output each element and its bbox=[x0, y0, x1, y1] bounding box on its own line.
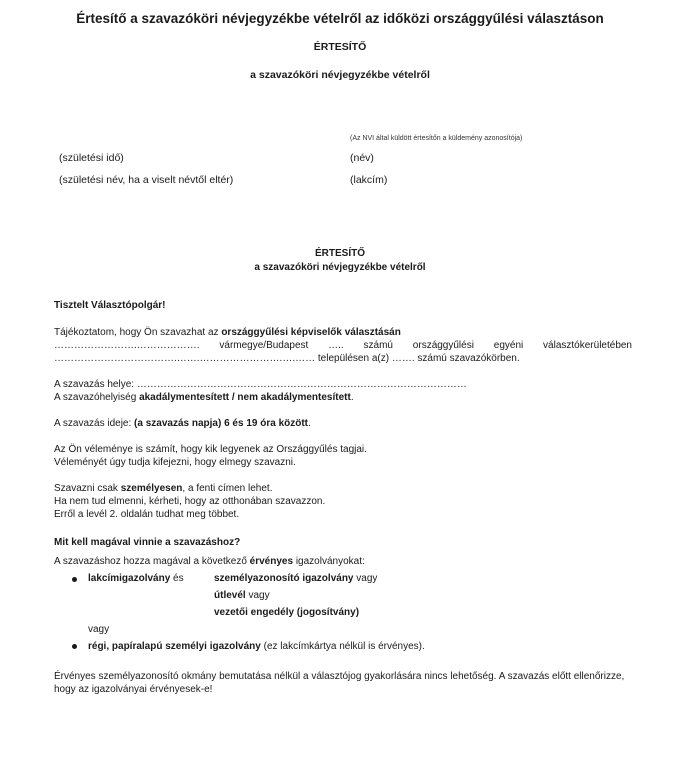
heading-ertesito-2: ÉRTESÍTŐ bbox=[314, 248, 365, 259]
bullet-2-text: régi, papíralapú személyi igazolvány (ez lakcímkártya nélkül is érvényes). bbox=[88, 641, 425, 652]
birth-name-field: (születési név, ha a viselt névtől eltér) bbox=[59, 174, 234, 186]
accessibility-line: A szavazóhelyiség akadálymentesített / nem akadálymentesített. bbox=[54, 392, 354, 403]
or-text: vagy bbox=[88, 624, 110, 635]
personal-line-3: Erről a levél 2. oldalán tudhat meg többet. bbox=[54, 509, 240, 520]
info-line-2: …………………….………………. vármegye/Budapest ….. számú országgyűlési egyéni választókerületében bbox=[54, 340, 632, 351]
personal-line-1: Szavazni csak személyesen, a fenti címen lehet. bbox=[54, 483, 273, 494]
closing-line-2: hogy az igazolványai érvényesek-e! bbox=[54, 684, 213, 695]
bullet-1-text: lakcímigazolvány és bbox=[88, 573, 184, 584]
closing-line-1: Érvényes személyazonosító okmány bemutatása nélkül a választójog gyakorlására nincs lehetőség. A szavazás előtt ellenőrizze, bbox=[54, 671, 625, 682]
doc-passport: útlevél vagy bbox=[214, 590, 270, 601]
personal-line-2: Ha nem tud elmenni, kérheti, hogy az otthonában szavazzon. bbox=[54, 496, 326, 507]
name-field: (név) bbox=[350, 152, 374, 164]
bring-intro: A szavazáshoz hozza magával a következő érvényes igazolványokat: bbox=[54, 556, 365, 567]
bring-heading: Mit kell magával vinnie a szavazáshoz? bbox=[54, 537, 241, 548]
greeting: Tisztelt Választópolgár! bbox=[54, 300, 166, 311]
info-line-3: ……………………………….…….…………………….….…… településen a(z) ……. számú szavazókörben. bbox=[54, 353, 520, 364]
time-line: A szavazás ideje: (a szavazás napja) 6 és 19 óra között. bbox=[54, 418, 311, 429]
heading-ertesito-1: ÉRTESÍTŐ bbox=[313, 41, 367, 53]
doc-id-card: személyazonosító igazolvány vagy bbox=[214, 573, 378, 584]
main-title: Értesítő a szavazóköri névjegyzékbe vételről az időközi országgyűlési választáson bbox=[76, 11, 604, 26]
opinion-line-2: Véleményét úgy tudja kifejezni, hogy elmegy szavazni. bbox=[54, 457, 296, 468]
address-field: (lakcím) bbox=[350, 174, 388, 186]
bullet-icon bbox=[72, 577, 77, 582]
subheading-1: a szavazóköri névjegyzékbe vételről bbox=[250, 69, 430, 81]
birth-date-field: (születési idő) bbox=[59, 152, 124, 164]
opinion-line-1: Az Ön véleménye is számít, hogy kik legyenek az Országgyűlés tagjai. bbox=[54, 444, 367, 455]
nvi-note: (Az NVI által küldött értesítőn a küldemény azonosítója) bbox=[350, 135, 523, 142]
info-line-1: Tájékoztatom, hogy Ön szavazhat az országgyűlési képviselők választásán bbox=[54, 327, 401, 338]
subheading-2: a szavazóköri névjegyzékbe vételről bbox=[254, 262, 426, 273]
bullet-icon bbox=[72, 644, 77, 649]
location-line: A szavazás helye: ……………………………………………………………………………………… bbox=[54, 379, 467, 390]
doc-driving-license: vezetői engedély (jogosítvány) bbox=[214, 607, 360, 618]
